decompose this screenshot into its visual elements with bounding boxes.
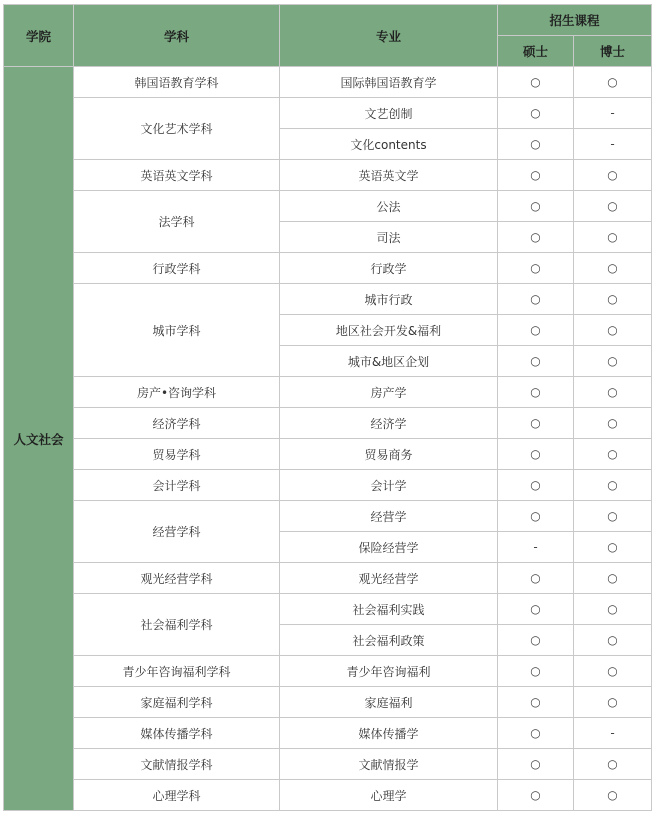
- major-cell: 英语英文学: [280, 160, 498, 191]
- doctor-availability: ○: [574, 222, 652, 253]
- doctor-availability: ○: [574, 470, 652, 501]
- header-college: 学院: [4, 5, 74, 67]
- doctor-availability: ○: [574, 377, 652, 408]
- master-availability: ○: [498, 501, 574, 532]
- major-cell: 青少年咨询福利: [280, 656, 498, 687]
- major-cell: 社会福利政策: [280, 625, 498, 656]
- major-cell: 文艺创制: [280, 98, 498, 129]
- doctor-availability: -: [574, 129, 652, 160]
- master-availability: ○: [498, 408, 574, 439]
- table-row: [4, 67, 652, 98]
- doctor-availability: ○: [574, 346, 652, 377]
- master-availability: ○: [498, 222, 574, 253]
- master-availability: ○: [498, 749, 574, 780]
- master-availability: ○: [498, 594, 574, 625]
- subject-cell: 心理学科: [74, 780, 280, 811]
- subject-cell: 法学科: [74, 191, 280, 253]
- header-master: 硕士: [498, 36, 574, 67]
- major-cell: 观光经营学: [280, 563, 498, 594]
- subject-cell: 文化艺术学科: [74, 98, 280, 160]
- doctor-availability: ○: [574, 501, 652, 532]
- header-doctor: 博士: [574, 36, 652, 67]
- table-row: [4, 563, 652, 594]
- table-row: [4, 656, 652, 687]
- subject-cell: 行政学科: [74, 253, 280, 284]
- subject-cell: 文献情报学科: [74, 749, 280, 780]
- table-row: [4, 780, 652, 811]
- doctor-availability: ○: [574, 408, 652, 439]
- header-subject: 学科: [74, 5, 280, 67]
- subject-cell: 英语英文学科: [74, 160, 280, 191]
- major-cell: 房产学: [280, 377, 498, 408]
- table-row: [4, 594, 652, 625]
- table-row: [4, 191, 652, 222]
- doctor-availability: ○: [574, 656, 652, 687]
- major-cell: 会计学: [280, 470, 498, 501]
- doctor-availability: ○: [574, 594, 652, 625]
- major-cell: 保险经营学: [280, 532, 498, 563]
- doctor-availability: ○: [574, 687, 652, 718]
- major-cell: 经营学: [280, 501, 498, 532]
- table-row: [4, 284, 652, 315]
- major-cell: 地区社会开发&福利: [280, 315, 498, 346]
- subject-cell: 会计学科: [74, 470, 280, 501]
- major-cell: 心理学: [280, 780, 498, 811]
- programs-table: [3, 4, 652, 811]
- master-availability: ○: [498, 687, 574, 718]
- table-row: [4, 749, 652, 780]
- doctor-availability: ○: [574, 160, 652, 191]
- major-cell: 司法: [280, 222, 498, 253]
- major-cell: 城市行政: [280, 284, 498, 315]
- subject-cell: 青少年咨询福利学科: [74, 656, 280, 687]
- major-cell: 公法: [280, 191, 498, 222]
- table-row: [4, 253, 652, 284]
- doctor-availability: ○: [574, 315, 652, 346]
- master-availability: ○: [498, 67, 574, 98]
- major-cell: 媒体传播学: [280, 718, 498, 749]
- major-cell: 行政学: [280, 253, 498, 284]
- doctor-availability: ○: [574, 284, 652, 315]
- subject-cell: 家庭福利学科: [74, 687, 280, 718]
- master-availability: ○: [498, 563, 574, 594]
- header-major: 专业: [280, 5, 498, 67]
- table-body: [4, 67, 652, 811]
- master-availability: ○: [498, 129, 574, 160]
- subject-cell: 经营学科: [74, 501, 280, 563]
- master-availability: ○: [498, 315, 574, 346]
- doctor-availability: ○: [574, 749, 652, 780]
- doctor-availability: ○: [574, 532, 652, 563]
- doctor-availability: ○: [574, 625, 652, 656]
- subject-cell: 经济学科: [74, 408, 280, 439]
- major-cell: 城市&地区企划: [280, 346, 498, 377]
- doctor-availability: ○: [574, 780, 652, 811]
- header-programs: 招生课程: [498, 5, 652, 36]
- doctor-availability: ○: [574, 67, 652, 98]
- table-row: [4, 408, 652, 439]
- table-row: [4, 470, 652, 501]
- doctor-availability: -: [574, 98, 652, 129]
- master-availability: -: [498, 532, 574, 563]
- master-availability: ○: [498, 346, 574, 377]
- major-cell: 社会福利实践: [280, 594, 498, 625]
- college-cell: 人文社会: [4, 67, 74, 811]
- major-cell: 经济学: [280, 408, 498, 439]
- master-availability: ○: [498, 377, 574, 408]
- table-row: [4, 718, 652, 749]
- subject-cell: 房产•咨询学科: [74, 377, 280, 408]
- table-row: [4, 687, 652, 718]
- table-row: [4, 98, 652, 129]
- table-row: [4, 501, 652, 532]
- doctor-availability: ○: [574, 191, 652, 222]
- subject-cell: 城市学科: [74, 284, 280, 377]
- master-availability: ○: [498, 160, 574, 191]
- doctor-availability: ○: [574, 439, 652, 470]
- major-cell: 文化contents: [280, 129, 498, 160]
- master-availability: ○: [498, 656, 574, 687]
- table-row: [4, 377, 652, 408]
- subject-cell: 观光经营学科: [74, 563, 280, 594]
- doctor-availability: ○: [574, 253, 652, 284]
- master-availability: ○: [498, 780, 574, 811]
- major-cell: 家庭福利: [280, 687, 498, 718]
- master-availability: ○: [498, 439, 574, 470]
- master-availability: ○: [498, 253, 574, 284]
- subject-cell: 媒体传播学科: [74, 718, 280, 749]
- master-availability: ○: [498, 191, 574, 222]
- master-availability: ○: [498, 98, 574, 129]
- master-availability: ○: [498, 625, 574, 656]
- master-availability: ○: [498, 718, 574, 749]
- subject-cell: 贸易学科: [74, 439, 280, 470]
- major-cell: 贸易商务: [280, 439, 498, 470]
- major-cell: 文献情报学: [280, 749, 498, 780]
- table-row: [4, 160, 652, 191]
- major-cell: 国际韩国语教育学: [280, 67, 498, 98]
- subject-cell: 社会福利学科: [74, 594, 280, 656]
- subject-cell: 韩国语教育学科: [74, 67, 280, 98]
- doctor-availability: ○: [574, 563, 652, 594]
- master-availability: ○: [498, 470, 574, 501]
- master-availability: ○: [498, 284, 574, 315]
- table-row: [4, 439, 652, 470]
- doctor-availability: -: [574, 718, 652, 749]
